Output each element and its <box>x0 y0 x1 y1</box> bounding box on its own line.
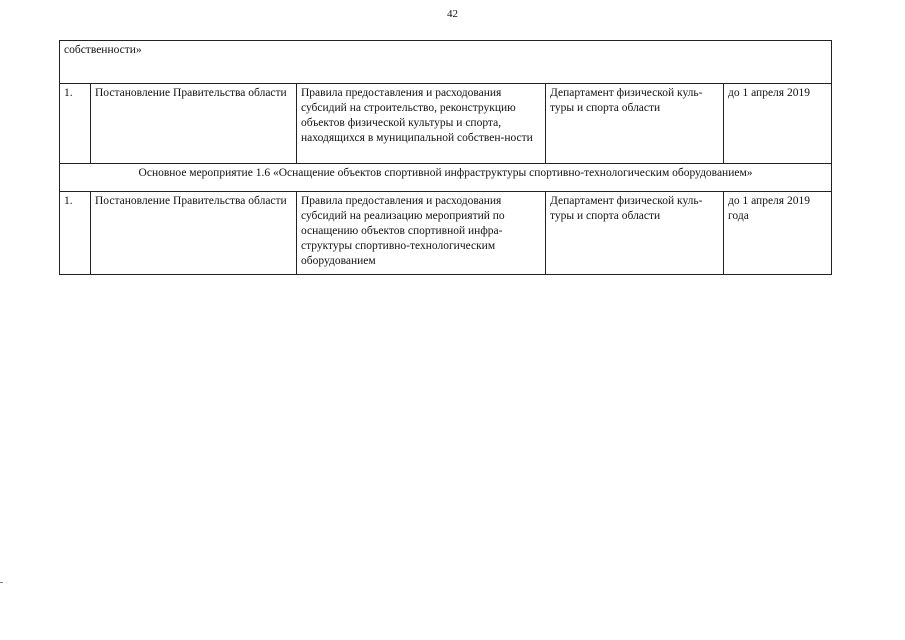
table-row-continuation <box>60 41 832 84</box>
responsible-executor: Департамент физической куль-туры и спорта области <box>546 84 724 164</box>
section-heading: Основное мероприятие 1.6 «Оснащение объектов спортивной инфраструктуры спортивно-технологическим оборудованием» <box>60 164 832 192</box>
legal-acts-table <box>59 40 832 275</box>
table-row <box>60 192 832 275</box>
page-number: 42 <box>447 8 458 20</box>
document-title: Правила предоставления и расходования субсидий на строительство, реконструкцию объектов физической культуры и спорта, находящихся в муниципальной собствен-ности <box>297 84 546 164</box>
item-number: 1. <box>60 84 91 164</box>
scan-margin-mark <box>0 582 3 583</box>
document-type: Постановление Правительства области <box>91 192 297 275</box>
item-number: 1. <box>60 192 91 275</box>
continuation-cell: собственности» <box>60 41 832 84</box>
deadline: до 1 апреля 2019 <box>724 84 832 164</box>
responsible-executor: Департамент физической куль-туры и спорта области <box>546 192 724 275</box>
table-row <box>60 84 832 164</box>
document-title: Правила предоставления и расходования субсидий на реализацию мероприятий по оснащению объектов спортивной инфра-структуры спортивно-технологическим оборудованием <box>297 192 546 275</box>
section-heading-row <box>60 164 832 192</box>
document-type: Постановление Правительства области <box>91 84 297 164</box>
deadline: до 1 апреля 2019 года <box>724 192 832 275</box>
